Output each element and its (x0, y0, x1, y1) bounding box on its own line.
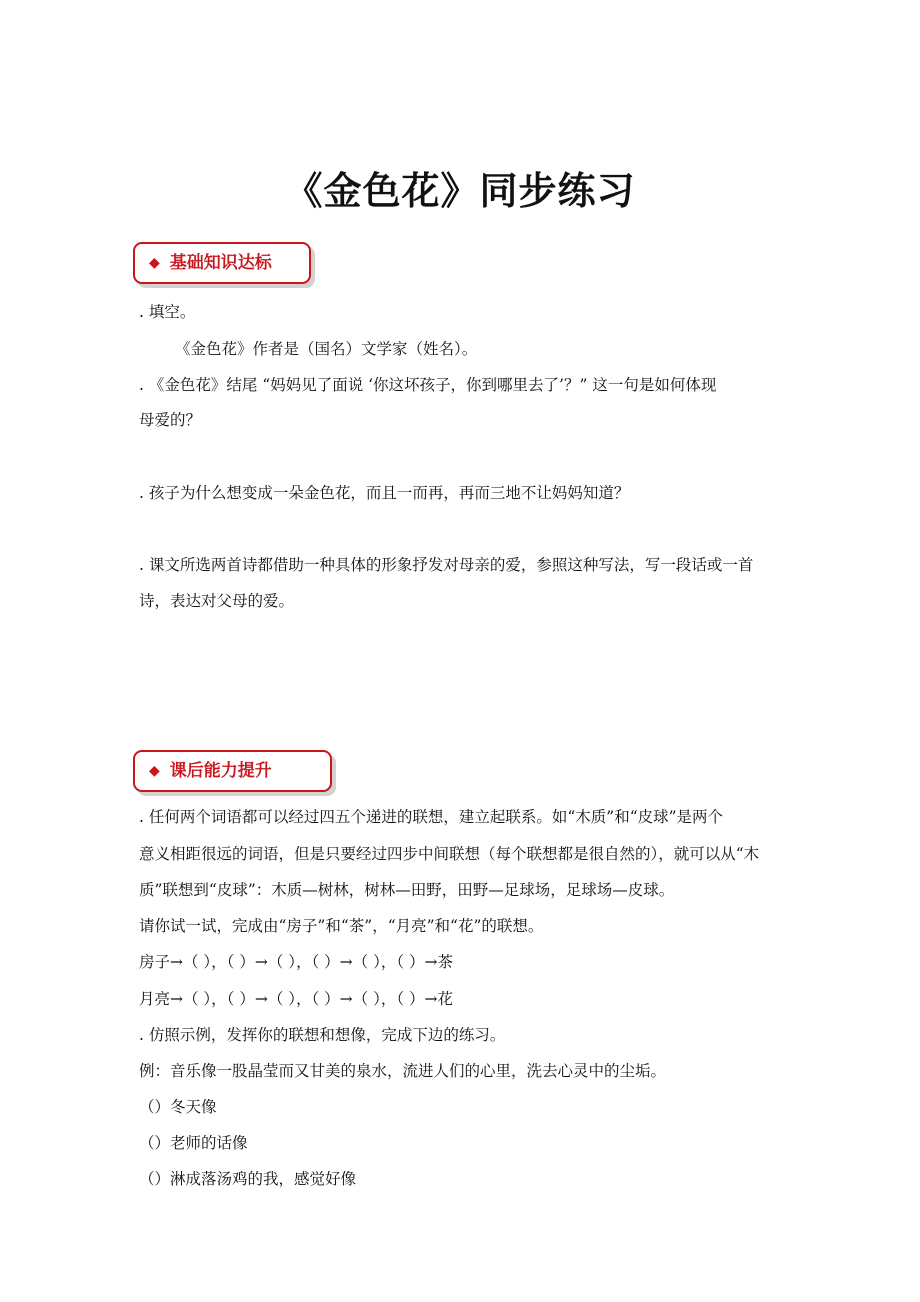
section-header-label: 课后能力提升 (169, 761, 272, 781)
question-fill-blank: . 填空。 (139, 303, 196, 321)
imitation-item-teacher: （）老师的话像 (139, 1134, 248, 1152)
association-chain-moon: 月亮→（ ），（ ）→（ ），（ ）→（ ），（ ）→花 (139, 990, 454, 1008)
question-poem-line2: 诗，表达对父母的爱。 (139, 592, 295, 610)
imitation-item-winter: （）冬天像 (139, 1098, 217, 1116)
question-fill-blank-item: 《金色花》作者是（国名）文学家（姓名）。 (175, 340, 478, 358)
imitation-item-rain: （）淋成落汤鸡的我，感觉好像 (139, 1170, 357, 1188)
association-intro-line2: 意义相距很远的词语，但是只要经过四步中间联想（每个联想都是很自然的），就可以从“木 (139, 845, 760, 863)
diamond-icon: ◆ (149, 255, 160, 271)
imitation-instruction: . 仿照示例，发挥你的联想和想像，完成下边的练习。 (139, 1026, 506, 1044)
association-chain-house: 房子→（ ），（ ）→（ ），（ ）→（ ），（ ）→茶 (139, 953, 454, 971)
association-intro-line3: 质”联想到“皮球”：木质—树林，树林—田野，田野—足球场，足球场—皮球。 (139, 881, 675, 899)
section-header-advanced (133, 750, 332, 792)
question-ending-line1: . 《金色花》结尾 “妈妈见了面说 ‘你这坏孩子，你到哪里去了’？” 这一句是如何体现 (139, 376, 717, 394)
imitation-example: 例：音乐像一股晶莹而又甘美的泉水，流进人们的心里，洗去心灵中的尘垢。 (139, 1062, 667, 1080)
question-ending-line2: 母爱的？ (139, 411, 202, 429)
question-poem-line1: . 课文所选两首诗都借助一种具体的形象抒发对母亲的爱，参照这种写法，写一段话或一首 (139, 556, 754, 574)
question-why-flower: . 孩子为什么想变成一朵金色花，而且一而再，再而三地不让妈妈知道？ (139, 484, 630, 502)
diamond-icon: ◆ (149, 763, 160, 779)
association-task: 请你试一试，完成由“房子”和“茶”，“月亮”和“花”的联想。 (139, 917, 544, 935)
section-header-basic (133, 242, 311, 284)
association-intro-line1: . 任何两个词语都可以经过四五个递进的联想，建立起联系。如“木质”和“皮球”是两个 (139, 808, 724, 826)
section-header-label: 基础知识达标 (169, 253, 272, 273)
page-title: 《金色花》同步练习 (284, 169, 636, 213)
